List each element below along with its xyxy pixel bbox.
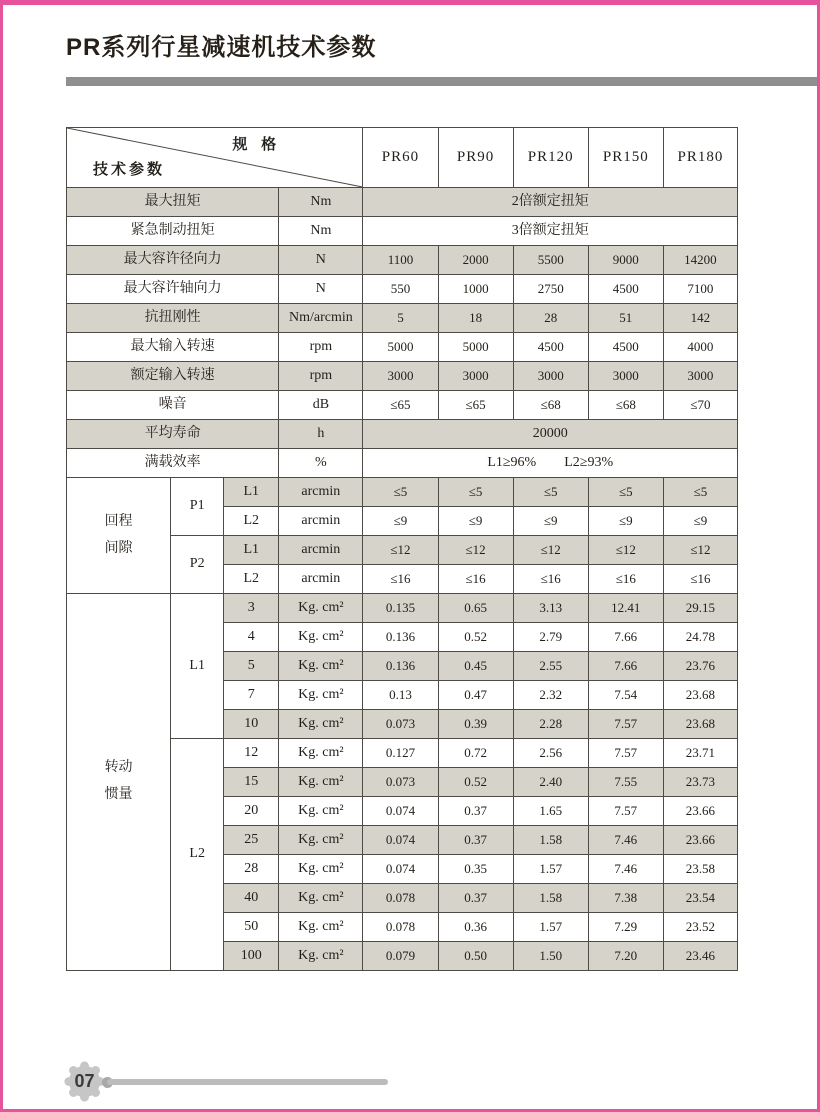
unit-cell: arcmin [279, 507, 363, 536]
unit-cell: arcmin [279, 565, 363, 594]
unit-cell: Nm [279, 217, 363, 246]
unit-cell: Kg. cm² [279, 942, 363, 971]
value-cell: 550 [363, 275, 438, 304]
corner-cell [67, 128, 363, 188]
value-cell: 0.35 [438, 855, 513, 884]
value-cell: 0.127 [363, 739, 438, 768]
ratio-cell: 10 [224, 710, 279, 739]
value-cell: ≤9 [588, 507, 663, 536]
backlash-label-cell [67, 478, 171, 594]
param-name-cell: 额定输入转速 [67, 362, 279, 391]
unit-cell: Nm/arcmin [279, 304, 363, 333]
value-cell: 0.52 [438, 623, 513, 652]
value-cell: 5000 [363, 333, 438, 362]
value-cell: ≤12 [663, 536, 737, 565]
value-cell: 23.68 [663, 681, 737, 710]
table-row [67, 420, 738, 449]
title-underline [66, 77, 817, 86]
spec-table [66, 127, 738, 971]
value-cell: 0.073 [363, 768, 438, 797]
page-title: PR系列行星减速机技术参数 [66, 34, 377, 61]
value-cell: ≤5 [438, 478, 513, 507]
param-name-cell: 满载效率 [67, 449, 279, 478]
ratio-cell: 40 [224, 884, 279, 913]
value-cell: ≤68 [588, 391, 663, 420]
table-row [67, 391, 738, 420]
value-cell: 2000 [438, 246, 513, 275]
table-row [67, 188, 738, 217]
value-cell: 23.54 [663, 884, 737, 913]
param-name-cell: 最大容许径向力 [67, 246, 279, 275]
value-cell: 18 [438, 304, 513, 333]
value-cell: 51 [588, 304, 663, 333]
value-cell: 0.074 [363, 855, 438, 884]
value-cell: 7.55 [588, 768, 663, 797]
value-cell: ≤12 [588, 536, 663, 565]
unit-cell: Kg. cm² [279, 913, 363, 942]
model-column-header: PR180 [663, 128, 737, 188]
value-cell: ≤12 [513, 536, 588, 565]
unit-cell: N [279, 275, 363, 304]
value-cell: 1.65 [513, 797, 588, 826]
ratio-cell: 100 [224, 942, 279, 971]
value-cell: 3000 [363, 362, 438, 391]
value-cell: ≤16 [363, 565, 438, 594]
table-row [67, 362, 738, 391]
ratio-cell: 4 [224, 623, 279, 652]
value-cell: 5 [363, 304, 438, 333]
value-cell: 7.57 [588, 739, 663, 768]
value-cell: 3000 [438, 362, 513, 391]
value-cell: ≤16 [513, 565, 588, 594]
value-cell: 23.46 [663, 942, 737, 971]
value-cell: 0.50 [438, 942, 513, 971]
value-cell: 7.46 [588, 855, 663, 884]
span-value-cell: 3倍额定扭矩 [363, 217, 738, 246]
param-name-cell: 噪音 [67, 391, 279, 420]
table-row [67, 333, 738, 362]
param-name-cell: 最大容许轴向力 [67, 275, 279, 304]
unit-cell: h [279, 420, 363, 449]
value-cell: ≤16 [588, 565, 663, 594]
value-cell: 23.66 [663, 797, 737, 826]
unit-cell: N [279, 246, 363, 275]
value-cell: ≤70 [663, 391, 737, 420]
value-cell: 0.078 [363, 913, 438, 942]
corner-top-label: 规 格 [232, 137, 282, 153]
value-cell: 24.78 [663, 623, 737, 652]
unit-cell: rpm [279, 333, 363, 362]
value-cell: 9000 [588, 246, 663, 275]
table-body [67, 188, 738, 971]
model-column-header: PR90 [438, 128, 513, 188]
value-cell: 0.37 [438, 884, 513, 913]
value-cell: 7.57 [588, 710, 663, 739]
stage-cell: L1 [224, 478, 279, 507]
ratio-cell: 28 [224, 855, 279, 884]
ratio-cell: 12 [224, 739, 279, 768]
value-cell: 1.58 [513, 826, 588, 855]
value-cell: 2.28 [513, 710, 588, 739]
stage-cell: L2 [224, 507, 279, 536]
param-name-cell: 平均寿命 [67, 420, 279, 449]
value-cell: 0.37 [438, 797, 513, 826]
value-cell: 0.136 [363, 652, 438, 681]
value-cell: 3.13 [513, 594, 588, 623]
value-cell: 0.52 [438, 768, 513, 797]
value-cell: 0.37 [438, 826, 513, 855]
label-line: 惯量 [104, 787, 133, 802]
param-name-cell: 最大输入转速 [67, 333, 279, 362]
footer-rule [107, 1079, 388, 1085]
value-cell: 1100 [363, 246, 438, 275]
span-value-cell: L1≥96% L2≥93% [363, 449, 738, 478]
table-row [67, 594, 738, 623]
value-cell: 5500 [513, 246, 588, 275]
value-cell: 2.56 [513, 739, 588, 768]
value-cell: 7.66 [588, 623, 663, 652]
value-cell: ≤5 [663, 478, 737, 507]
value-cell: 0.39 [438, 710, 513, 739]
table-row [67, 478, 738, 507]
unit-cell: Nm [279, 188, 363, 217]
value-cell: 142 [663, 304, 737, 333]
table-header [67, 128, 738, 188]
value-cell: 7.20 [588, 942, 663, 971]
unit-cell: rpm [279, 362, 363, 391]
stage-group-cell: L2 [171, 739, 224, 971]
value-cell: 23.68 [663, 710, 737, 739]
ratio-cell: 5 [224, 652, 279, 681]
value-cell: 2.79 [513, 623, 588, 652]
table-row [67, 275, 738, 304]
value-cell: 1000 [438, 275, 513, 304]
value-cell: 28 [513, 304, 588, 333]
corner-bottom-label: 技术参数 [93, 161, 166, 178]
value-cell: 7.66 [588, 652, 663, 681]
value-cell: 0.72 [438, 739, 513, 768]
param-name-cell: 抗扭刚性 [67, 304, 279, 333]
value-cell: 23.52 [663, 913, 737, 942]
value-cell: 4500 [588, 275, 663, 304]
unit-cell: Kg. cm² [279, 884, 363, 913]
span-value-cell: 20000 [363, 420, 738, 449]
model-column-header: PR120 [513, 128, 588, 188]
value-cell: ≤16 [438, 565, 513, 594]
precision-grade-cell: P1 [171, 478, 224, 536]
value-cell: 0.078 [363, 884, 438, 913]
value-cell: ≤5 [513, 478, 588, 507]
table-row [67, 217, 738, 246]
value-cell: 0.13 [363, 681, 438, 710]
value-cell: ≤16 [663, 565, 737, 594]
param-name-cell: 紧急制动扭矩 [67, 217, 279, 246]
label-line: 间隙 [104, 540, 133, 556]
header-row [67, 128, 738, 188]
value-cell: 0.074 [363, 797, 438, 826]
value-cell: 7.29 [588, 913, 663, 942]
value-cell: 23.71 [663, 739, 737, 768]
unit-cell: Kg. cm² [279, 826, 363, 855]
label-line: 转动 [104, 760, 133, 776]
ratio-cell: 15 [224, 768, 279, 797]
value-cell: 29.15 [663, 594, 737, 623]
unit-cell: Kg. cm² [279, 768, 363, 797]
value-cell: ≤9 [438, 507, 513, 536]
span-value-cell: 2倍额定扭矩 [363, 188, 738, 217]
unit-cell: Kg. cm² [279, 623, 363, 652]
value-cell: 4500 [588, 333, 663, 362]
stage-group-cell: L1 [171, 594, 224, 739]
ratio-cell: 25 [224, 826, 279, 855]
value-cell: 4000 [663, 333, 737, 362]
value-cell: 2.32 [513, 681, 588, 710]
value-cell: ≤68 [513, 391, 588, 420]
value-cell: 7100 [663, 275, 737, 304]
table-row [67, 449, 738, 478]
model-column-header: PR60 [363, 128, 438, 188]
value-cell: 1.50 [513, 942, 588, 971]
value-cell: 0.079 [363, 942, 438, 971]
unit-cell: Kg. cm² [279, 710, 363, 739]
value-cell: 1.57 [513, 913, 588, 942]
value-cell: 2750 [513, 275, 588, 304]
unit-cell: Kg. cm² [279, 652, 363, 681]
value-cell: 23.66 [663, 826, 737, 855]
value-cell: 3000 [663, 362, 737, 391]
ratio-cell: 50 [224, 913, 279, 942]
unit-cell: Kg. cm² [279, 594, 363, 623]
value-cell: ≤5 [588, 478, 663, 507]
value-cell: 2.55 [513, 652, 588, 681]
value-cell: ≤5 [363, 478, 438, 507]
value-cell: 0.074 [363, 826, 438, 855]
gear-icon [61, 1058, 108, 1105]
value-cell: 23.58 [663, 855, 737, 884]
precision-grade-cell: P2 [171, 536, 224, 594]
value-cell: 0.47 [438, 681, 513, 710]
value-cell: 1.58 [513, 884, 588, 913]
unit-cell: Kg. cm² [279, 739, 363, 768]
param-name-cell: 最大扭矩 [67, 188, 279, 217]
value-cell: 12.41 [588, 594, 663, 623]
value-cell: 2.40 [513, 768, 588, 797]
value-cell: 14200 [663, 246, 737, 275]
value-cell: 3000 [588, 362, 663, 391]
value-cell: 23.73 [663, 768, 737, 797]
ratio-cell: 7 [224, 681, 279, 710]
value-cell: ≤65 [438, 391, 513, 420]
table-row [67, 304, 738, 333]
model-column-header: PR150 [588, 128, 663, 188]
unit-cell: % [279, 449, 363, 478]
value-cell: 5000 [438, 333, 513, 362]
unit-cell: Kg. cm² [279, 681, 363, 710]
unit-cell: dB [279, 391, 363, 420]
stage-cell: L2 [224, 565, 279, 594]
value-cell: 0.073 [363, 710, 438, 739]
value-cell: 7.57 [588, 797, 663, 826]
value-cell: 7.54 [588, 681, 663, 710]
value-cell: 4500 [513, 333, 588, 362]
table-row [67, 246, 738, 275]
ratio-cell: 3 [224, 594, 279, 623]
value-cell: ≤65 [363, 391, 438, 420]
unit-cell: arcmin [279, 536, 363, 565]
page-number: 07 [74, 1071, 95, 1091]
value-cell: 1.57 [513, 855, 588, 884]
value-cell: 0.45 [438, 652, 513, 681]
unit-cell: arcmin [279, 478, 363, 507]
label-line: 回程 [104, 513, 133, 529]
value-cell: ≤12 [363, 536, 438, 565]
value-cell: 7.38 [588, 884, 663, 913]
value-cell: ≤12 [438, 536, 513, 565]
unit-cell: Kg. cm² [279, 797, 363, 826]
stage-cell: L1 [224, 536, 279, 565]
value-cell: 0.136 [363, 623, 438, 652]
value-cell: ≤9 [513, 507, 588, 536]
ratio-cell: 20 [224, 797, 279, 826]
value-cell: 23.76 [663, 652, 737, 681]
value-cell: 0.65 [438, 594, 513, 623]
value-cell: ≤9 [663, 507, 737, 536]
value-cell: ≤9 [363, 507, 438, 536]
unit-cell: Kg. cm² [279, 855, 363, 884]
value-cell: 3000 [513, 362, 588, 391]
value-cell: 7.46 [588, 826, 663, 855]
inertia-label-cell [67, 594, 171, 971]
value-cell: 0.36 [438, 913, 513, 942]
value-cell: 0.135 [363, 594, 438, 623]
